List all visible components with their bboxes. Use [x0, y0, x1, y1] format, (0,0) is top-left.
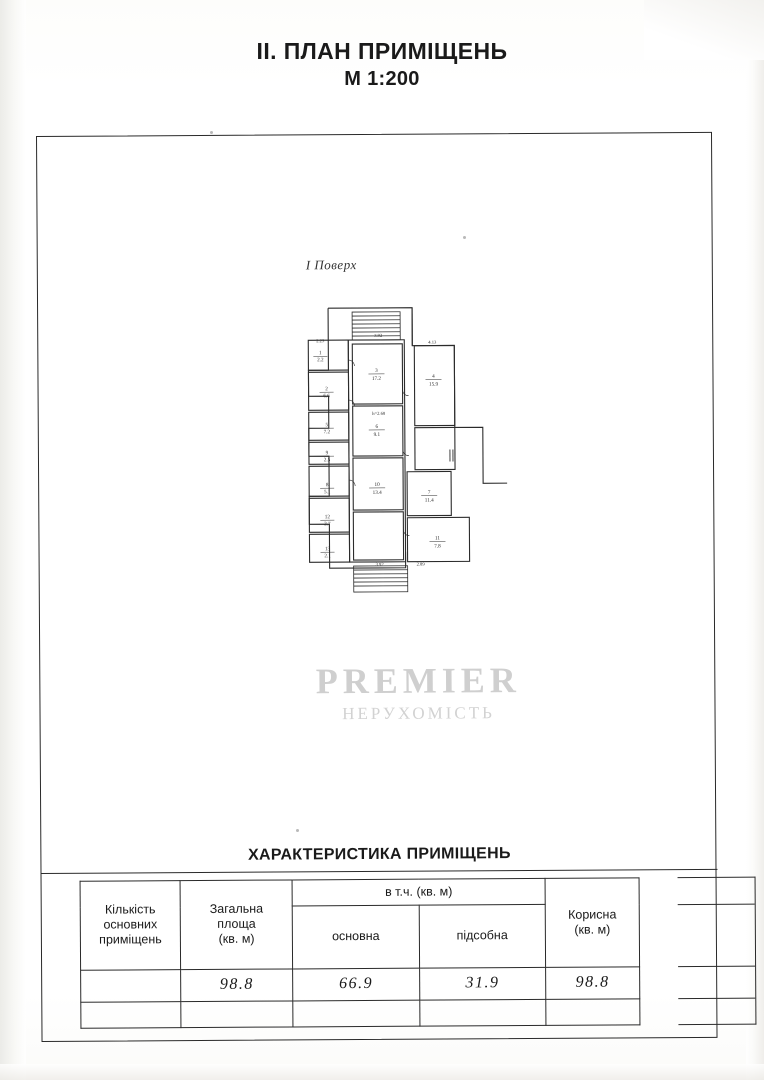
svg-text:7.8: 7.8	[434, 543, 441, 550]
value-main-area: 66.9	[293, 968, 420, 1001]
scan-edge-left	[0, 0, 26, 1080]
svg-text:11.4: 11.4	[424, 497, 434, 504]
characteristics-title: ХАРАКТЕРИСТИКА ПРИМІЩЕНЬ	[247, 845, 511, 864]
scan-speck	[463, 236, 466, 239]
svg-text:6: 6	[375, 423, 379, 430]
svg-text:h=2.68: h=2.68	[372, 410, 386, 416]
svg-text:4: 4	[432, 373, 435, 380]
empty-cell-2	[181, 1001, 293, 1028]
svg-text:2.23: 2.23	[316, 338, 325, 344]
svg-text:2.5: 2.5	[323, 457, 331, 464]
svg-text:10: 10	[374, 481, 380, 488]
header-cell-count	[80, 881, 181, 970]
table-row	[81, 966, 640, 1002]
svg-text:5: 5	[325, 422, 329, 429]
header-useful-line2: (кв. м)	[574, 922, 611, 937]
svg-text:9.1: 9.1	[373, 431, 381, 438]
floor-label: I Поверх	[305, 257, 357, 273]
floor-plan-drawing	[286, 299, 508, 620]
characteristics-table	[80, 877, 641, 1028]
value-total-area: 98.8	[181, 969, 293, 1002]
header-count-line1: Кількість	[104, 902, 156, 917]
empty-cell-3	[293, 1000, 420, 1027]
empty-cell-1	[81, 1001, 181, 1028]
svg-text:8: 8	[325, 482, 329, 489]
header-total-line3: (кв. м)	[218, 932, 255, 947]
svg-text:4.13: 4.13	[428, 339, 437, 345]
table-row	[81, 999, 640, 1029]
header-cell-total-area	[180, 880, 293, 969]
header-cell-useful-area	[545, 878, 640, 967]
svg-text:3: 3	[375, 367, 378, 374]
scale-label: М 1:200	[344, 68, 420, 90]
svg-text:12: 12	[324, 514, 330, 521]
svg-text:5.1: 5.1	[323, 489, 331, 496]
scan-edge-bottom	[0, 1064, 764, 1080]
svg-text:2.1: 2.1	[324, 553, 331, 560]
svg-text:15.9: 15.9	[428, 381, 439, 388]
value-useful-area: 98.8	[546, 966, 640, 999]
scan-speck	[210, 131, 213, 134]
svg-text:6.6: 6.6	[323, 393, 330, 400]
svg-text:7: 7	[427, 489, 431, 496]
scan-speck	[296, 829, 299, 832]
header-total-line2: площа	[217, 916, 256, 932]
svg-text:13: 13	[324, 546, 331, 553]
header-cell-main-area: основна	[292, 905, 419, 968]
value-count	[81, 969, 181, 1002]
svg-text:11: 11	[434, 535, 440, 542]
table-row	[80, 878, 639, 908]
svg-text:17.2: 17.2	[371, 375, 382, 382]
header-cell-aux-area: підсобна	[419, 905, 546, 968]
empty-cell-4	[419, 999, 546, 1026]
header-total-line1: Загальна	[209, 901, 264, 916]
watermark	[268, 659, 568, 725]
svg-text:9: 9	[325, 450, 329, 457]
page-title: II. ПЛАН ПРИМІЩЕНЬ	[256, 38, 508, 64]
svg-text:13.4: 13.4	[372, 489, 382, 496]
svg-text:2.2: 2.2	[317, 357, 324, 364]
svg-text:7.2: 7.2	[323, 429, 331, 436]
header-count-line2: основних	[103, 917, 158, 932]
svg-text:3.92: 3.92	[375, 561, 384, 567]
header-cell-including: в т.ч. (кв. м)	[292, 878, 545, 906]
drawing-frame	[36, 132, 718, 1042]
svg-text:2.7: 2.7	[324, 521, 331, 528]
document-title-block	[0, 38, 764, 91]
header-useful-line1: Корисна	[568, 907, 617, 922]
characteristics-separator	[42, 869, 718, 874]
empty-cell-5	[546, 999, 640, 1026]
svg-text:2: 2	[325, 386, 328, 393]
watermark-brand: PREMIER	[315, 660, 521, 702]
svg-text:1: 1	[319, 350, 322, 357]
svg-text:2.89: 2.89	[416, 561, 425, 567]
watermark-subtitle: НЕРУХОМІСТЬ	[342, 703, 495, 724]
svg-text:3.92: 3.92	[374, 332, 383, 338]
characteristics-table-wrap	[80, 877, 719, 1031]
header-count-line3: приміщень	[99, 932, 162, 948]
table-right-stub-column	[678, 877, 757, 1025]
value-aux-area: 31.9	[419, 967, 546, 1000]
